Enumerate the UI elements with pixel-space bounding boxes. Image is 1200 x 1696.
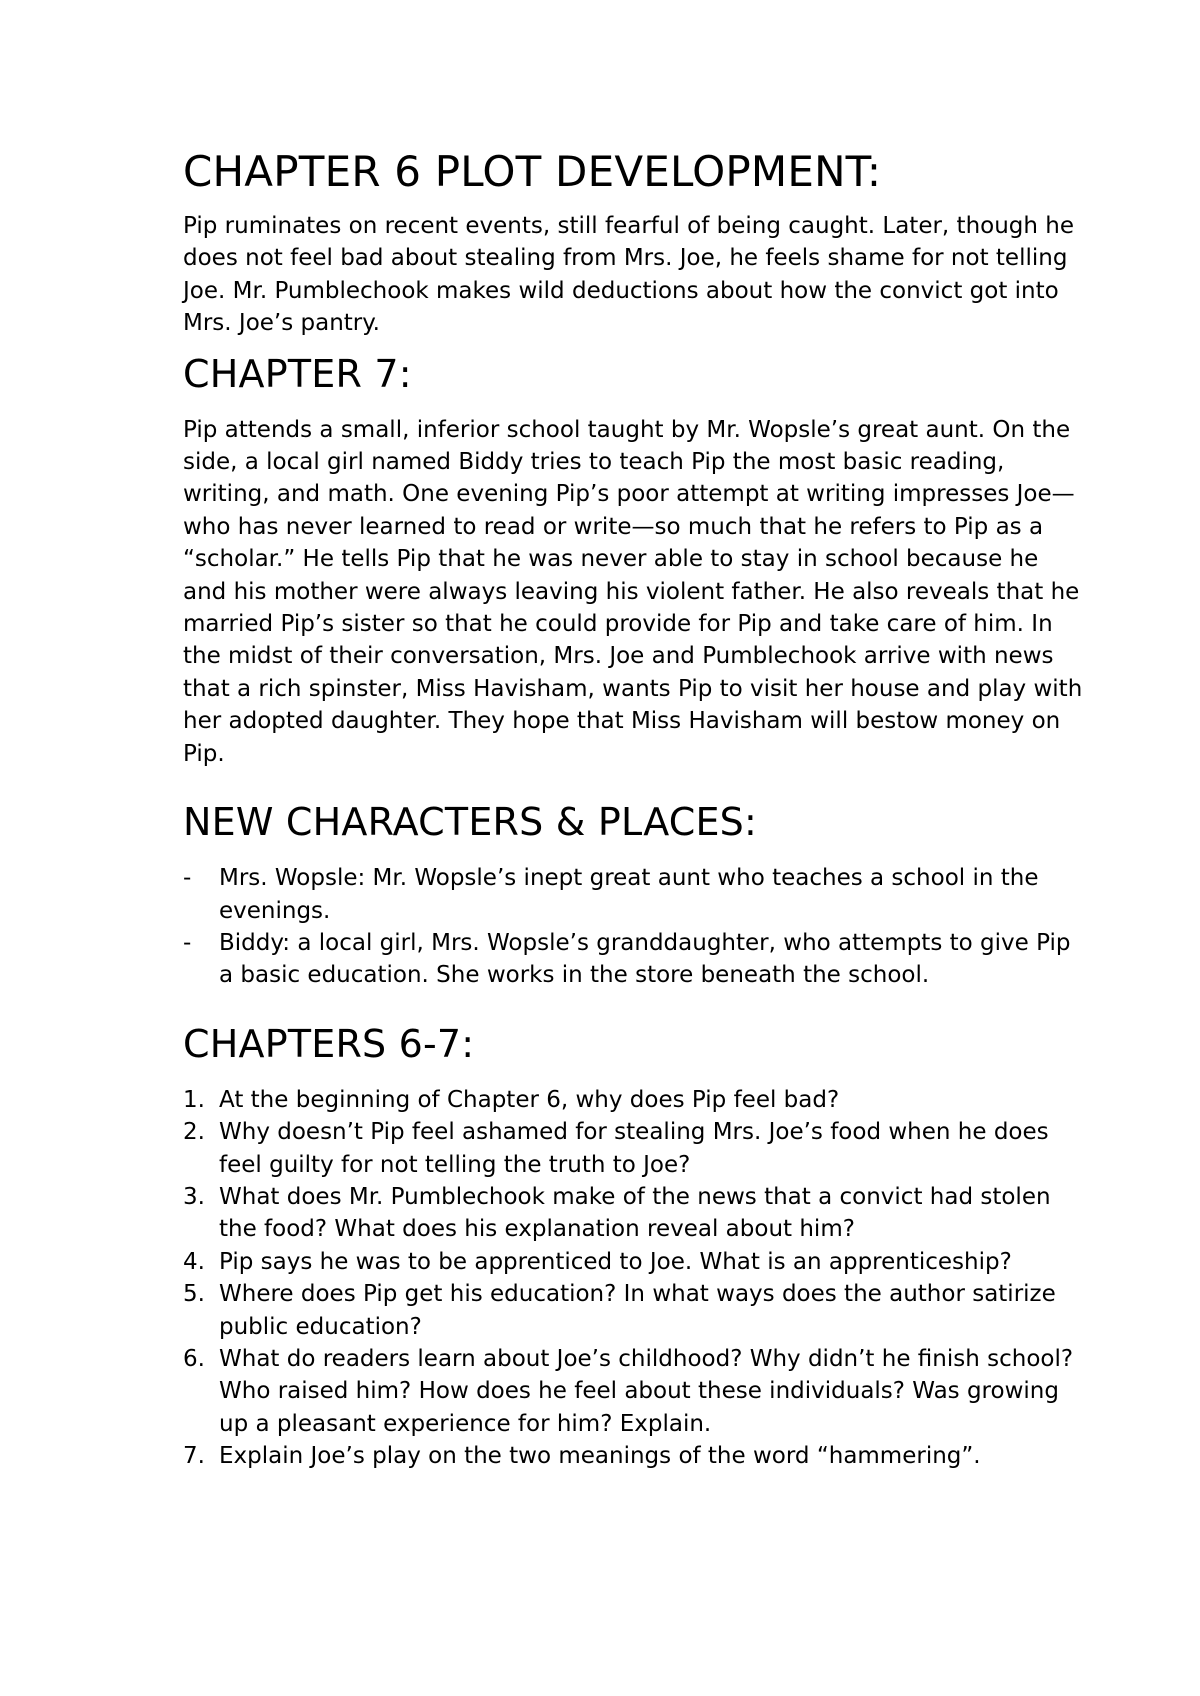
list-item-text: What does Mr. Pumblechook make of the news that a convict had stolen the food? What does his explanation reveal about him?	[219, 1183, 1051, 1243]
number-marker: 3.	[183, 1183, 205, 1210]
number-marker: 2.	[183, 1119, 205, 1146]
questions-heading: CHAPTERS 6-7:	[183, 1021, 475, 1066]
list-item	[183, 1084, 1083, 1116]
chapter6-summary: Pip ruminates on recent events, still fearful of being caught. Later, though he does not feel bad about stealing from Mrs. Joe, he feels shame for not telling Joe. Mr. Pumblechook makes wild deductions about how the convict got into Mrs. Joe’s pantry.	[183, 213, 1075, 337]
chapter7-heading: CHAPTER 7:	[183, 351, 412, 396]
chapter6-section	[183, 142, 1083, 340]
number-marker: 1.	[183, 1086, 205, 1113]
characters-section	[183, 796, 1083, 992]
list-item	[183, 1343, 1083, 1440]
list-item-text: At the beginning of Chapter 6, why does Pip feel bad?	[219, 1086, 840, 1113]
list-item-text: Explain Joe’s play on the two meanings of the word “hammering”.	[219, 1443, 981, 1470]
list-item	[183, 1440, 1083, 1472]
list-item	[183, 1116, 1083, 1181]
list-item-text: Pip says he was to be apprenticed to Joe. What is an apprenticeship?	[219, 1248, 1012, 1275]
list-item-text: Where does Pip get his education? In what ways does the author satirize public education?	[219, 1281, 1056, 1340]
list-item	[183, 862, 1083, 927]
list-item	[183, 1246, 1083, 1278]
number-marker: 7.	[183, 1443, 205, 1470]
list-item-text: Biddy: a local girl, Mrs. Wopsle’s granddaughter, who attempts to give Pip a basic education. She works in the store beneath the school.	[219, 929, 1071, 989]
characters-list	[183, 862, 1083, 992]
document-page	[183, 142, 1083, 1473]
questions-section	[183, 1018, 1083, 1473]
number-marker: 4.	[183, 1248, 205, 1275]
bullet-marker: -	[183, 865, 192, 892]
questions-list	[183, 1084, 1083, 1473]
list-item-text: Mrs. Wopsle: Mr. Wopsle’s inept great aunt who teaches a school in the evenings.	[219, 865, 1039, 924]
characters-heading: NEW CHARACTERS & PLACES:	[183, 800, 758, 845]
number-marker: 5.	[183, 1281, 205, 1308]
list-item	[183, 927, 1083, 992]
list-item-text: What do readers learn about Joe’s childhood? Why didn’t he finish school? Who raised him? How does he feel about these individuals? Was growing up a pleasant experience for him? Explain.	[219, 1345, 1074, 1437]
bullet-marker: -	[183, 929, 192, 956]
chapter6-heading: CHAPTER 6 PLOT DEVELOPMENT:	[183, 147, 882, 196]
chapter7-section	[183, 348, 1083, 770]
number-marker: 6.	[183, 1345, 205, 1372]
list-item	[183, 1278, 1083, 1343]
chapter7-summary: Pip attends a small, inferior school taught by Mr. Wopsle’s great aunt. On the side, a local girl named Biddy tries to teach Pip the most basic reading, writing, and math. One evening Pip’s poor attempt at writing impresses Joe—who has never learned to read or write—so much that he refers to Pip as a “scholar.” He tells Pip that he was never able to stay in school because he and his mother were always leaving his violent father. He also reveals that he married Pip’s sister so that he could provide for Pip and take care of him. In the midst of their conversation, Mrs. Joe and Pumblechook arrive with news that a rich spinster, Miss Havisham, wants Pip to visit her house and play with her adopted daughter. They hope that Miss Havisham will bestow money on Pip.	[183, 416, 1083, 767]
list-item-text: Why doesn’t Pip feel ashamed for stealing Mrs. Joe’s food when he does feel guilty for not telling the truth to Joe?	[219, 1119, 1049, 1178]
list-item	[183, 1181, 1083, 1246]
